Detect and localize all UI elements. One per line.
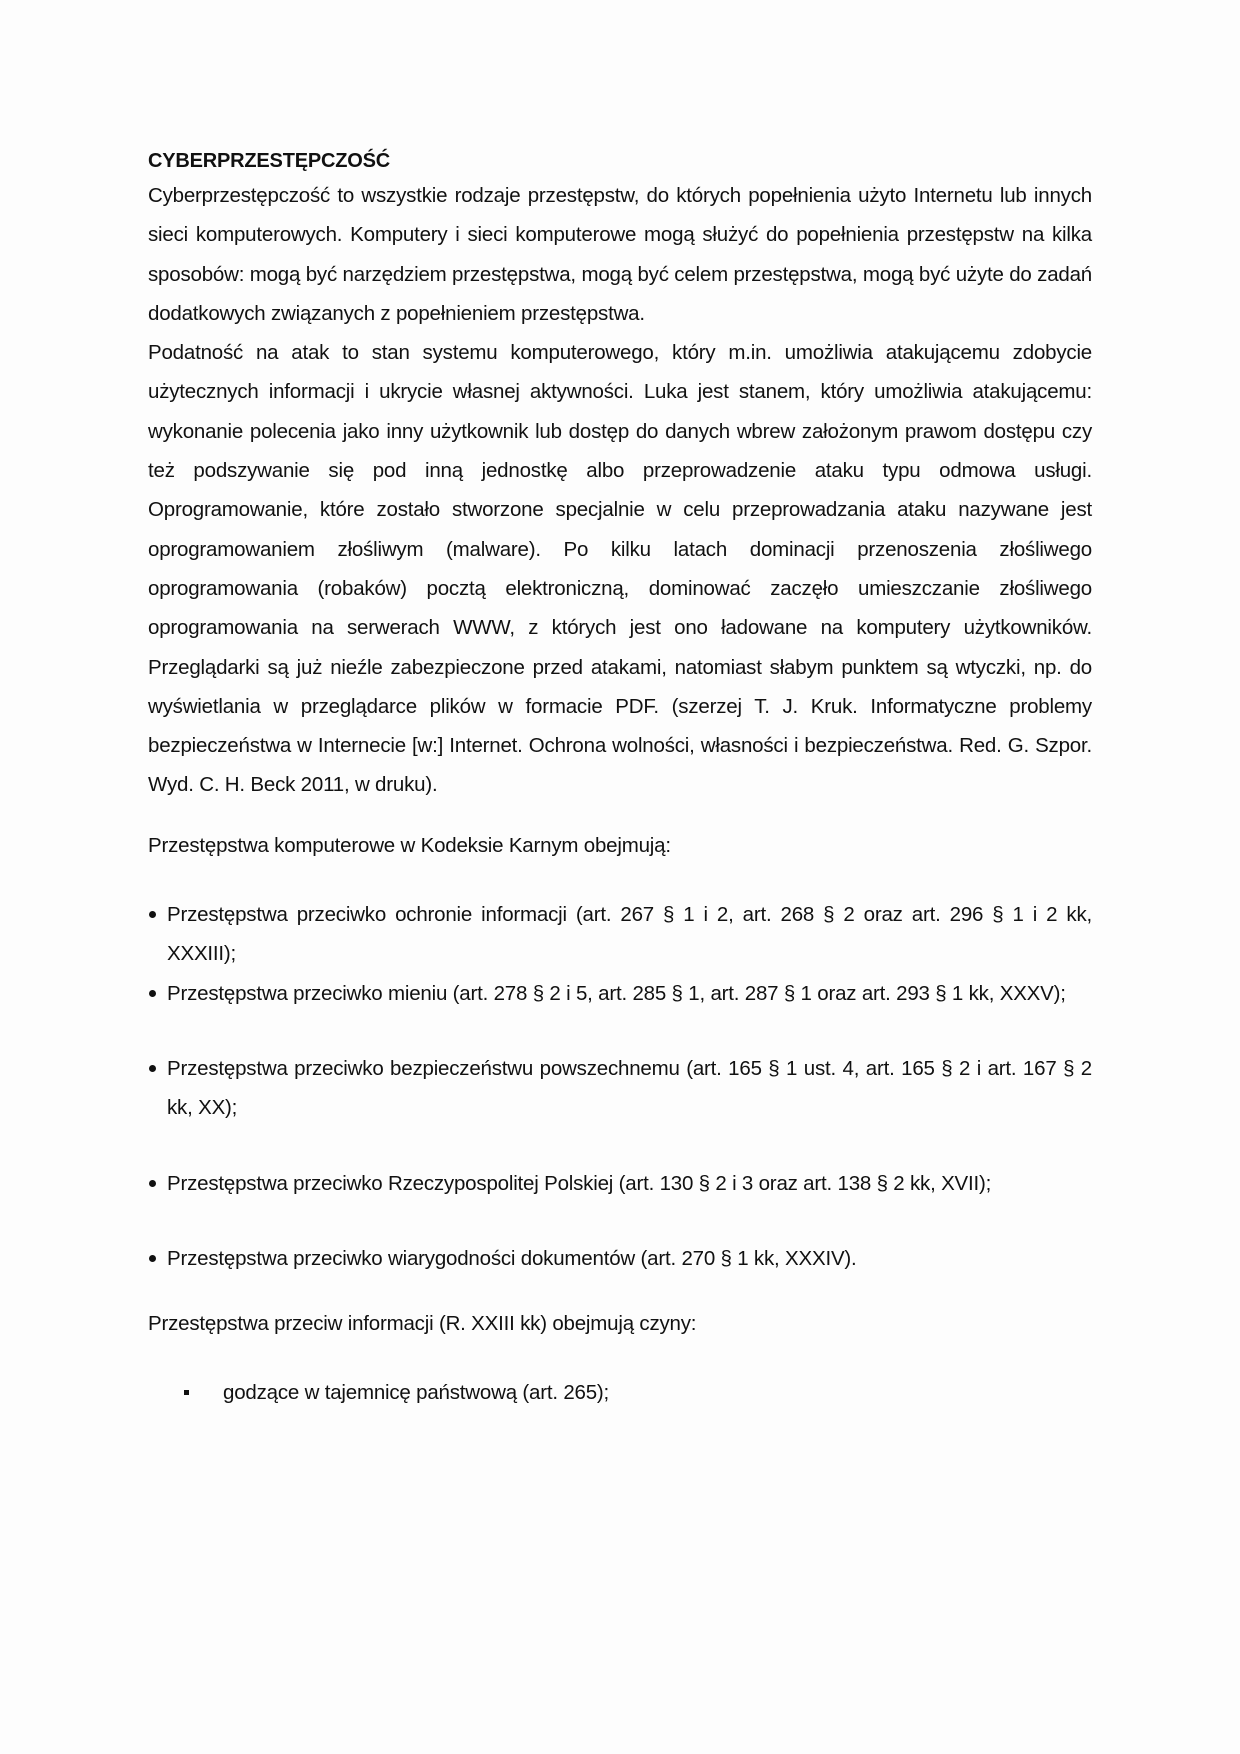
bullet-dot-icon <box>149 990 156 997</box>
document-title: CYBERPRZESTĘPCZOŚĆ <box>148 150 390 172</box>
list-item <box>148 1049 1092 1128</box>
list-item-text: godzące w tajemnicę państwową (art. 265); <box>223 1381 610 1405</box>
list-item-text: Przestępstwa przeciwko mieniu (art. 278 § 2 i 5, art. 285 § 1, art. 287 § 1 oraz art. 293 § 1 kk, XXXV); <box>167 981 1066 1005</box>
paragraph-vulnerability: Podatność na atak to stan systemu komputerowego, który m.in. umożliwia atakującemu zdobycie użytecznych informacji i ukrycie własnej aktywności. Luka jest stanem, który umożliwia atakującemu: wykonanie polecenia jako inny użytkownik lub dostęp do danych wbrew założonym prawom dostępu czy też podszywanie się pod inną jednostkę albo przeprowadzenie ataku typu odmowa usługi. Oprogramowanie, które zostało stworzone specjalnie w celu przeprowadzania ataku nazywane jest oprogramowaniem złośliwym (malware). Po kilku latach dominacji przenoszenia złośliwego oprogramowania (robaków) pocztą elektroniczną, dominować zaczęło umieszczanie złośliwego oprogramowania na serwerach WWW, z których jest ono ładowane na komputery użytkowników. Przeglądarki są już nieźle zabezpieczone przed atakami, natomiast słabym punktem są wtyczki, np. do wyświetlania w przeglądarce plików w formacie PDF. (szerzej T. J. Kruk. Informatyczne problemy bezpieczeństwa w Internecie [w:] Internet. Ochrona wolności, własności i bezpieczeństwa. Red. G. Szpor. Wyd. C. H. Beck 2011, w druku). <box>148 341 1092 797</box>
list-item <box>148 1239 1092 1278</box>
bullet-dot-icon <box>149 1255 156 1262</box>
info-intro: Przestępstwa przeciw informacji (R. XXIII kk) obejmują czyny: <box>148 1312 697 1336</box>
list-item-text: Przestępstwa przeciwko Rzeczypospolitej Polskiej (art. 130 § 2 i 3 oraz art. 138 § 2 kk, XVII); <box>167 1171 992 1195</box>
bullet-dot-icon <box>149 911 156 918</box>
kk-intro: Przestępstwa komputerowe w Kodeksie Karnym obejmują: <box>148 833 671 857</box>
bullet-square-icon <box>184 1390 189 1395</box>
document-page <box>148 146 1092 1413</box>
list-item <box>148 1373 1092 1412</box>
kk-offences-list <box>148 895 1092 1278</box>
list-item-text: Przestępstwa przeciwko ochronie informacji (art. 267 § 1 i 2, art. 268 § 2 oraz art. 296 § 1 i 2 kk, XXXIII); <box>167 903 1092 966</box>
info-offences-list <box>148 1373 1092 1412</box>
list-item-text: Przestępstwa przeciwko wiarygodności dokumentów (art. 270 § 1 kk, XXXIV). <box>167 1246 857 1270</box>
list-item-text: Przestępstwa przeciwko bezpieczeństwu powszechnemu (art. 165 § 1 ust. 4, art. 165 § 2 i art. 167 § 2 kk, XX); <box>167 1056 1092 1120</box>
paragraph-definition: Cyberprzestępczość to wszystkie rodzaje przestępstw, do których popełnienia użyto Internetu lub innych sieci komputerowych. Komputery i sieci komputerowe mogą służyć do popełnienia przestępstw na kilka sposobów: mogą być narzędziem przestępstwa, mogą być celem przestępstwa, mogą być użyte do zadań dodatkowych związanych z popełnieniem przestępstwa. <box>148 184 1092 325</box>
list-item <box>148 974 1092 1013</box>
list-item <box>148 895 1092 974</box>
list-item <box>148 1164 1092 1203</box>
bullet-dot-icon <box>149 1065 156 1072</box>
bullet-dot-icon <box>149 1180 156 1187</box>
